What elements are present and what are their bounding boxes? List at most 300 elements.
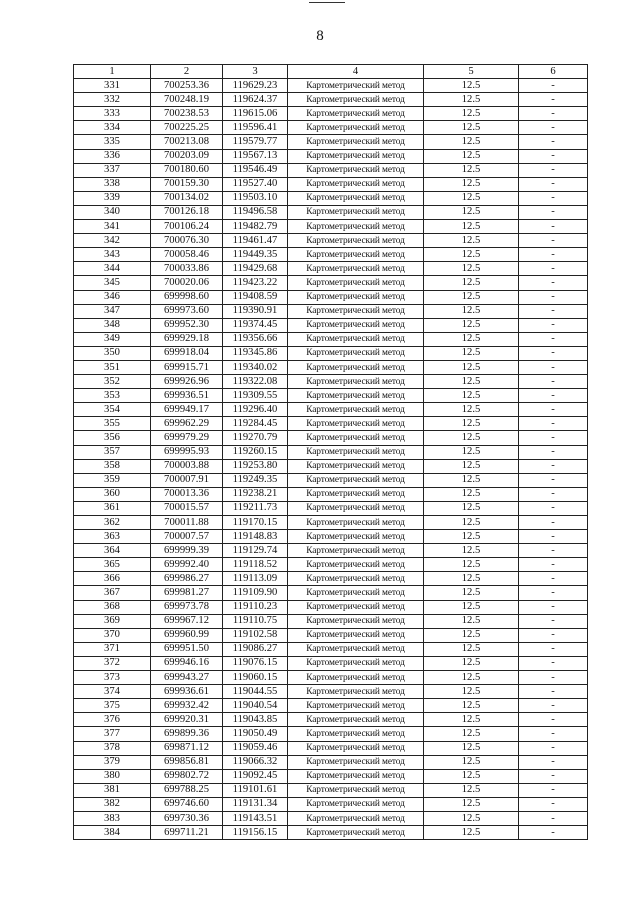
x-coordinate-cell: 700020.06: [151, 276, 223, 290]
y-coordinate-cell: 119461.47: [223, 234, 288, 248]
accuracy-cell: 12.5: [424, 417, 519, 431]
point-number-cell: 349: [74, 332, 151, 346]
point-number-cell: 353: [74, 389, 151, 403]
accuracy-cell: 12.5: [424, 600, 519, 614]
x-coordinate-cell: 700134.02: [151, 191, 223, 205]
accuracy-cell: 12.5: [424, 769, 519, 783]
table-row: [74, 741, 588, 755]
table-row: [74, 586, 588, 600]
method-cell: Картометрический метод: [288, 600, 424, 614]
y-coordinate-cell: 119449.35: [223, 248, 288, 262]
point-number-cell: 343: [74, 248, 151, 262]
note-cell: -: [519, 389, 588, 403]
note-cell: -: [519, 318, 588, 332]
method-cell: Картометрический метод: [288, 177, 424, 191]
table-header-row: [74, 65, 588, 79]
table-row: [74, 530, 588, 544]
accuracy-cell: 12.5: [424, 741, 519, 755]
note-cell: -: [519, 304, 588, 318]
table-row: [74, 248, 588, 262]
method-cell: Картометрический метод: [288, 685, 424, 699]
method-cell: Картометрический метод: [288, 671, 424, 685]
point-number-cell: 359: [74, 473, 151, 487]
x-coordinate-cell: 699998.60: [151, 290, 223, 304]
table-row: [74, 135, 588, 149]
point-number-cell: 379: [74, 755, 151, 769]
table-row: [74, 572, 588, 586]
point-number-cell: 357: [74, 445, 151, 459]
method-cell: Картометрический метод: [288, 642, 424, 656]
y-coordinate-cell: 119253.80: [223, 459, 288, 473]
accuracy-cell: 12.5: [424, 177, 519, 191]
y-coordinate-cell: 119043.85: [223, 713, 288, 727]
point-number-cell: 364: [74, 544, 151, 558]
x-coordinate-cell: 699960.99: [151, 628, 223, 642]
x-coordinate-cell: 699981.27: [151, 586, 223, 600]
point-number-cell: 333: [74, 107, 151, 121]
column-header: 1: [74, 65, 151, 79]
table-row: [74, 417, 588, 431]
method-cell: Картометрический метод: [288, 826, 424, 840]
method-cell: Картометрический метод: [288, 332, 424, 346]
y-coordinate-cell: 119270.79: [223, 431, 288, 445]
y-coordinate-cell: 119113.09: [223, 572, 288, 586]
point-number-cell: 361: [74, 501, 151, 515]
y-coordinate-cell: 119086.27: [223, 642, 288, 656]
point-number-cell: 335: [74, 135, 151, 149]
y-coordinate-cell: 119503.10: [223, 191, 288, 205]
x-coordinate-cell: 699936.61: [151, 685, 223, 699]
table-row: [74, 290, 588, 304]
table-row: [74, 713, 588, 727]
note-cell: -: [519, 530, 588, 544]
x-coordinate-cell: 699802.72: [151, 769, 223, 783]
point-number-cell: 356: [74, 431, 151, 445]
top-dash-mark: [309, 2, 345, 3]
y-coordinate-cell: 119249.35: [223, 473, 288, 487]
x-coordinate-cell: 699943.27: [151, 671, 223, 685]
method-cell: Картометрический метод: [288, 234, 424, 248]
y-coordinate-cell: 119040.54: [223, 699, 288, 713]
point-number-cell: 377: [74, 727, 151, 741]
accuracy-cell: 12.5: [424, 727, 519, 741]
accuracy-cell: 12.5: [424, 205, 519, 219]
note-cell: -: [519, 656, 588, 670]
method-cell: Картометрический метод: [288, 811, 424, 825]
note-cell: -: [519, 149, 588, 163]
accuracy-cell: 12.5: [424, 783, 519, 797]
note-cell: -: [519, 487, 588, 501]
y-coordinate-cell: 119496.58: [223, 205, 288, 219]
note-cell: -: [519, 205, 588, 219]
y-coordinate-cell: 119066.32: [223, 755, 288, 769]
note-cell: -: [519, 431, 588, 445]
point-number-cell: 376: [74, 713, 151, 727]
point-number-cell: 375: [74, 699, 151, 713]
accuracy-cell: 12.5: [424, 191, 519, 205]
table-row: [74, 431, 588, 445]
accuracy-cell: 12.5: [424, 572, 519, 586]
x-coordinate-cell: 699918.04: [151, 346, 223, 360]
accuracy-cell: 12.5: [424, 332, 519, 346]
x-coordinate-cell: 700011.88: [151, 516, 223, 530]
method-cell: Картометрический метод: [288, 755, 424, 769]
point-number-cell: 370: [74, 628, 151, 642]
point-number-cell: 360: [74, 487, 151, 501]
y-coordinate-cell: 119076.15: [223, 656, 288, 670]
y-coordinate-cell: 119615.06: [223, 107, 288, 121]
accuracy-cell: 12.5: [424, 671, 519, 685]
x-coordinate-cell: 699995.93: [151, 445, 223, 459]
table-row: [74, 459, 588, 473]
y-coordinate-cell: 119156.15: [223, 826, 288, 840]
x-coordinate-cell: 700126.18: [151, 205, 223, 219]
accuracy-cell: 12.5: [424, 403, 519, 417]
note-cell: -: [519, 572, 588, 586]
note-cell: -: [519, 445, 588, 459]
x-coordinate-cell: 699926.96: [151, 375, 223, 389]
note-cell: -: [519, 290, 588, 304]
point-number-cell: 368: [74, 600, 151, 614]
method-cell: Картометрический метод: [288, 304, 424, 318]
accuracy-cell: 12.5: [424, 262, 519, 276]
table-row: [74, 121, 588, 135]
table-row: [74, 191, 588, 205]
method-cell: Картометрический метод: [288, 713, 424, 727]
note-cell: -: [519, 332, 588, 346]
accuracy-cell: 12.5: [424, 487, 519, 501]
note-cell: -: [519, 191, 588, 205]
method-cell: Картометрический метод: [288, 544, 424, 558]
accuracy-cell: 12.5: [424, 530, 519, 544]
table-row: [74, 685, 588, 699]
point-number-cell: 342: [74, 234, 151, 248]
note-cell: -: [519, 741, 588, 755]
x-coordinate-cell: 699986.27: [151, 572, 223, 586]
column-header: 4: [288, 65, 424, 79]
point-number-cell: 369: [74, 614, 151, 628]
note-cell: -: [519, 234, 588, 248]
note-cell: -: [519, 473, 588, 487]
method-cell: Картометрический метод: [288, 628, 424, 642]
y-coordinate-cell: 119148.83: [223, 530, 288, 544]
x-coordinate-cell: 700225.25: [151, 121, 223, 135]
x-coordinate-cell: 699992.40: [151, 558, 223, 572]
method-cell: Картометрический метод: [288, 290, 424, 304]
method-cell: Картометрический метод: [288, 699, 424, 713]
method-cell: Картометрический метод: [288, 516, 424, 530]
accuracy-cell: 12.5: [424, 755, 519, 769]
table-row: [74, 628, 588, 642]
point-number-cell: 336: [74, 149, 151, 163]
accuracy-cell: 12.5: [424, 389, 519, 403]
method-cell: Картометрический метод: [288, 558, 424, 572]
y-coordinate-cell: 119260.15: [223, 445, 288, 459]
table-row: [74, 769, 588, 783]
y-coordinate-cell: 119296.40: [223, 403, 288, 417]
x-coordinate-cell: 700058.46: [151, 248, 223, 262]
table-row: [74, 234, 588, 248]
coordinates-table: [73, 64, 588, 840]
x-coordinate-cell: 699936.51: [151, 389, 223, 403]
x-coordinate-cell: 700253.36: [151, 79, 223, 93]
x-coordinate-cell: 699949.17: [151, 403, 223, 417]
y-coordinate-cell: 119050.49: [223, 727, 288, 741]
table-row: [74, 600, 588, 614]
method-cell: Картометрический метод: [288, 205, 424, 219]
method-cell: Картометрический метод: [288, 107, 424, 121]
accuracy-cell: 12.5: [424, 713, 519, 727]
table-row: [74, 783, 588, 797]
x-coordinate-cell: 699952.30: [151, 318, 223, 332]
table-row: [74, 318, 588, 332]
y-coordinate-cell: 119110.23: [223, 600, 288, 614]
accuracy-cell: 12.5: [424, 276, 519, 290]
table-row: [74, 149, 588, 163]
note-cell: -: [519, 403, 588, 417]
y-coordinate-cell: 119567.13: [223, 149, 288, 163]
method-cell: Картометрический метод: [288, 276, 424, 290]
accuracy-cell: 12.5: [424, 656, 519, 670]
table-row: [74, 558, 588, 572]
accuracy-cell: 12.5: [424, 121, 519, 135]
y-coordinate-cell: 119284.45: [223, 417, 288, 431]
accuracy-cell: 12.5: [424, 79, 519, 93]
point-number-cell: 365: [74, 558, 151, 572]
x-coordinate-cell: 699946.16: [151, 656, 223, 670]
x-coordinate-cell: 699899.36: [151, 727, 223, 741]
x-coordinate-cell: 699932.42: [151, 699, 223, 713]
x-coordinate-cell: 699915.71: [151, 360, 223, 374]
method-cell: Картометрический метод: [288, 431, 424, 445]
y-coordinate-cell: 119624.37: [223, 93, 288, 107]
x-coordinate-cell: 699711.21: [151, 826, 223, 840]
point-number-cell: 382: [74, 797, 151, 811]
note-cell: -: [519, 135, 588, 149]
note-cell: -: [519, 177, 588, 191]
method-cell: Картометрический метод: [288, 121, 424, 135]
accuracy-cell: 12.5: [424, 628, 519, 642]
table-row: [74, 544, 588, 558]
page-number: 8: [316, 28, 324, 44]
method-cell: Картометрический метод: [288, 656, 424, 670]
note-cell: -: [519, 811, 588, 825]
method-cell: Картометрический метод: [288, 783, 424, 797]
point-number-cell: 372: [74, 656, 151, 670]
note-cell: -: [519, 276, 588, 290]
accuracy-cell: 12.5: [424, 501, 519, 515]
accuracy-cell: 12.5: [424, 318, 519, 332]
table-row: [74, 332, 588, 346]
y-coordinate-cell: 119322.08: [223, 375, 288, 389]
table-row: [74, 107, 588, 121]
note-cell: -: [519, 93, 588, 107]
note-cell: -: [519, 642, 588, 656]
accuracy-cell: 12.5: [424, 614, 519, 628]
point-number-cell: 344: [74, 262, 151, 276]
method-cell: Картометрический метод: [288, 220, 424, 234]
y-coordinate-cell: 119118.52: [223, 558, 288, 572]
x-coordinate-cell: 700007.57: [151, 530, 223, 544]
method-cell: Картометрический метод: [288, 346, 424, 360]
y-coordinate-cell: 119374.45: [223, 318, 288, 332]
column-header: 2: [151, 65, 223, 79]
point-number-cell: 358: [74, 459, 151, 473]
y-coordinate-cell: 119129.74: [223, 544, 288, 558]
x-coordinate-cell: 700013.36: [151, 487, 223, 501]
accuracy-cell: 12.5: [424, 107, 519, 121]
y-coordinate-cell: 119060.15: [223, 671, 288, 685]
accuracy-cell: 12.5: [424, 163, 519, 177]
x-coordinate-cell: 699856.81: [151, 755, 223, 769]
accuracy-cell: 12.5: [424, 149, 519, 163]
table-row: [74, 79, 588, 93]
y-coordinate-cell: 119345.86: [223, 346, 288, 360]
table-row: [74, 445, 588, 459]
y-coordinate-cell: 119309.55: [223, 389, 288, 403]
x-coordinate-cell: 699788.25: [151, 783, 223, 797]
table-row: [74, 304, 588, 318]
method-cell: Картометрический метод: [288, 727, 424, 741]
method-cell: Картометрический метод: [288, 572, 424, 586]
note-cell: -: [519, 699, 588, 713]
point-number-cell: 345: [74, 276, 151, 290]
x-coordinate-cell: 699929.18: [151, 332, 223, 346]
table-row: [74, 473, 588, 487]
note-cell: -: [519, 375, 588, 389]
note-cell: -: [519, 346, 588, 360]
accuracy-cell: 12.5: [424, 445, 519, 459]
note-cell: -: [519, 262, 588, 276]
table-row: [74, 755, 588, 769]
table-row: [74, 93, 588, 107]
x-coordinate-cell: 700238.53: [151, 107, 223, 121]
point-number-cell: 381: [74, 783, 151, 797]
point-number-cell: 340: [74, 205, 151, 219]
note-cell: -: [519, 220, 588, 234]
point-number-cell: 350: [74, 346, 151, 360]
x-coordinate-cell: 700033.86: [151, 262, 223, 276]
point-number-cell: 347: [74, 304, 151, 318]
table-row: [74, 516, 588, 530]
point-number-cell: 380: [74, 769, 151, 783]
accuracy-cell: 12.5: [424, 360, 519, 374]
table-row: [74, 220, 588, 234]
table-row: [74, 403, 588, 417]
table-row: [74, 163, 588, 177]
point-number-cell: 378: [74, 741, 151, 755]
method-cell: Картометрический метод: [288, 248, 424, 262]
method-cell: Картометрический метод: [288, 487, 424, 501]
x-coordinate-cell: 699871.12: [151, 741, 223, 755]
accuracy-cell: 12.5: [424, 558, 519, 572]
accuracy-cell: 12.5: [424, 431, 519, 445]
column-header: 3: [223, 65, 288, 79]
note-cell: -: [519, 755, 588, 769]
column-header: 5: [424, 65, 519, 79]
table-row: [74, 375, 588, 389]
point-number-cell: 348: [74, 318, 151, 332]
note-cell: -: [519, 121, 588, 135]
x-coordinate-cell: 699999.39: [151, 544, 223, 558]
x-coordinate-cell: 700007.91: [151, 473, 223, 487]
table-row: [74, 656, 588, 670]
method-cell: Картометрический метод: [288, 586, 424, 600]
point-number-cell: 374: [74, 685, 151, 699]
y-coordinate-cell: 119429.68: [223, 262, 288, 276]
note-cell: -: [519, 797, 588, 811]
table-row: [74, 177, 588, 191]
y-coordinate-cell: 119629.23: [223, 79, 288, 93]
y-coordinate-cell: 119044.55: [223, 685, 288, 699]
point-number-cell: 338: [74, 177, 151, 191]
table-row: [74, 811, 588, 825]
x-coordinate-cell: 700159.30: [151, 177, 223, 191]
table-row: [74, 360, 588, 374]
method-cell: Картометрический метод: [288, 191, 424, 205]
column-header: 6: [519, 65, 588, 79]
x-coordinate-cell: 700203.09: [151, 149, 223, 163]
note-cell: -: [519, 163, 588, 177]
note-cell: -: [519, 501, 588, 515]
point-number-cell: 373: [74, 671, 151, 685]
x-coordinate-cell: 699979.29: [151, 431, 223, 445]
accuracy-cell: 12.5: [424, 135, 519, 149]
accuracy-cell: 12.5: [424, 304, 519, 318]
y-coordinate-cell: 119546.49: [223, 163, 288, 177]
x-coordinate-cell: 699730.36: [151, 811, 223, 825]
method-cell: Картометрический метод: [288, 459, 424, 473]
point-number-cell: 337: [74, 163, 151, 177]
table-body: [74, 79, 588, 840]
table-row: [74, 205, 588, 219]
note-cell: -: [519, 614, 588, 628]
point-number-cell: 366: [74, 572, 151, 586]
table-row: [74, 797, 588, 811]
point-number-cell: 367: [74, 586, 151, 600]
note-cell: -: [519, 107, 588, 121]
note-cell: -: [519, 713, 588, 727]
table-row: [74, 346, 588, 360]
y-coordinate-cell: 119423.22: [223, 276, 288, 290]
note-cell: -: [519, 727, 588, 741]
note-cell: -: [519, 248, 588, 262]
table-row: [74, 642, 588, 656]
y-coordinate-cell: 119482.79: [223, 220, 288, 234]
point-number-cell: 354: [74, 403, 151, 417]
y-coordinate-cell: 119101.61: [223, 783, 288, 797]
table-row: [74, 671, 588, 685]
note-cell: -: [519, 769, 588, 783]
method-cell: Картометрический метод: [288, 797, 424, 811]
x-coordinate-cell: 700180.60: [151, 163, 223, 177]
y-coordinate-cell: 119390.91: [223, 304, 288, 318]
y-coordinate-cell: 119102.58: [223, 628, 288, 642]
x-coordinate-cell: 699962.29: [151, 417, 223, 431]
x-coordinate-cell: 699973.78: [151, 600, 223, 614]
point-number-cell: 362: [74, 516, 151, 530]
method-cell: Картометрический метод: [288, 769, 424, 783]
method-cell: Картометрический метод: [288, 389, 424, 403]
y-coordinate-cell: 119596.41: [223, 121, 288, 135]
note-cell: -: [519, 671, 588, 685]
x-coordinate-cell: 700003.88: [151, 459, 223, 473]
method-cell: Картометрический метод: [288, 360, 424, 374]
note-cell: -: [519, 544, 588, 558]
y-coordinate-cell: 119110.75: [223, 614, 288, 628]
accuracy-cell: 12.5: [424, 375, 519, 389]
y-coordinate-cell: 119356.66: [223, 332, 288, 346]
